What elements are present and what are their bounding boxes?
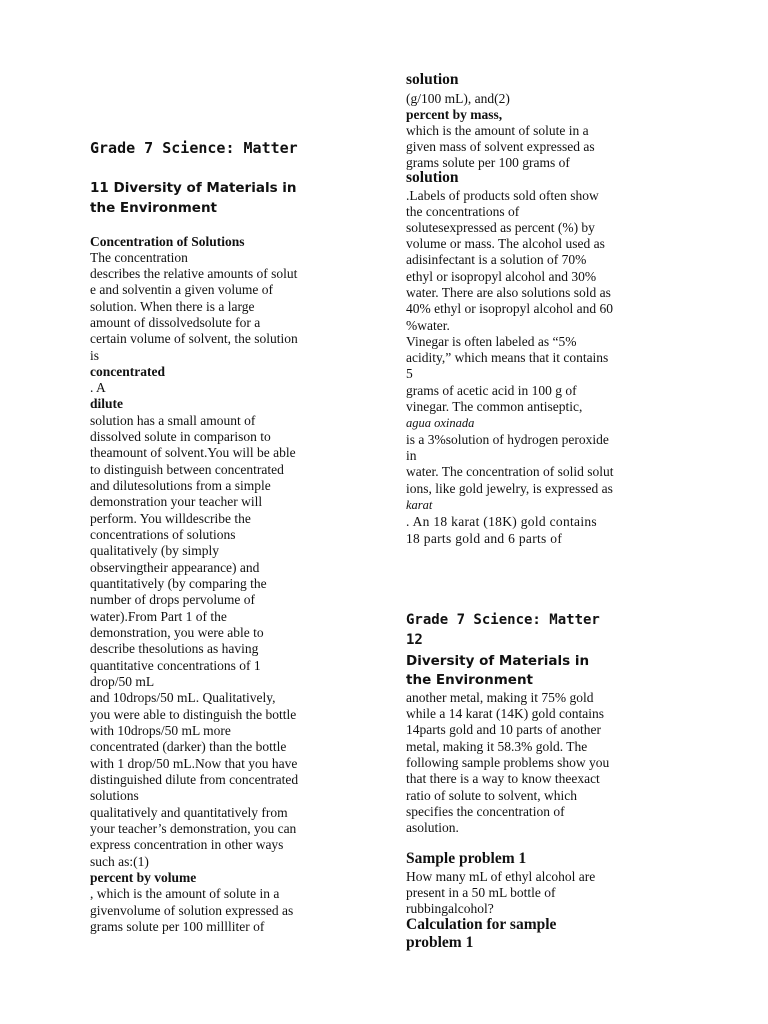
text-line: to distinguish between concentrated (90, 462, 284, 477)
section-heading: 11 Diversity of Materials in (90, 180, 297, 196)
text-line: qualitatively (by simply (90, 543, 219, 558)
text-line: , which is the amount of solute in a (90, 886, 280, 901)
text-line: ethyl or isopropyl alcohol and 30% (406, 269, 597, 284)
text-line: concentrated (darker) than the bottle (90, 739, 287, 754)
term-percent-by-volume: percent by volume (90, 870, 197, 885)
calculation-heading: Calculation for sample (406, 916, 557, 933)
text-line: . An 18 karat (18K) gold contains (406, 514, 597, 529)
text-line: metal, making it 58.3% gold. The (406, 739, 588, 754)
text-line: another metal, making it 75% gold (406, 690, 594, 705)
term-percent-by-mass: percent by mass, (406, 107, 503, 122)
text-line: (g/100 mL), and(2) (406, 91, 510, 106)
text-line: solutions (90, 788, 139, 803)
text-line: ions, like gold jewelry, is expressed as (406, 481, 613, 496)
text-line: certain volume of solvent, the solution (90, 331, 298, 346)
text-line: 18 parts gold and 6 parts of (406, 531, 563, 546)
text-line: in (406, 448, 417, 463)
subheading: Concentration of Solutions (90, 234, 245, 249)
text-line: that there is a way to know theexact (406, 771, 600, 786)
section-heading-cont: the Environment (90, 200, 218, 216)
text-line: %water. (406, 318, 450, 333)
text-line: is (90, 348, 100, 363)
text-line: givenvolume of solution expressed as (90, 903, 294, 918)
text-line: while a 14 karat (14K) gold contains (406, 706, 604, 721)
text-line: water).From Part 1 of the (90, 609, 227, 624)
text-line: observingtheir appearance) and (90, 560, 260, 575)
term-solution: solution (406, 71, 459, 88)
text-line: water. The concentration of solid solut (406, 464, 614, 479)
calculation-heading-cont: problem 1 (406, 934, 474, 951)
text-line: .Labels of products sold often show (406, 188, 599, 203)
text-line: given mass of solvent expressed as (406, 139, 595, 154)
text-line: . A (90, 380, 106, 395)
text-line: and 10drops/50 mL. Qualitatively, (90, 690, 276, 705)
text-line: which is the amount of solute in a (406, 123, 589, 138)
text-line: with 10drops/50 mL more (90, 723, 231, 738)
text-line: describe thesolutions as having (90, 641, 259, 656)
text-line: e and solventin a given volume of (90, 282, 273, 297)
page-title: Grade 7 Science: Matter (90, 139, 298, 157)
page-number: 12 (406, 632, 423, 648)
text-line: acidity,” which means that it contains (406, 350, 609, 365)
text-line: following sample problems show you (406, 755, 610, 770)
text-line: you were able to distinguish the bottle (90, 707, 297, 722)
text-line: specifies the concentration of (406, 804, 565, 819)
text-line: express concentration in other ways (90, 837, 284, 852)
text-line: dissolved solute in comparison to (90, 429, 271, 444)
section-heading-2-cont: the Environment (406, 672, 534, 688)
text-line: qualitatively and quantitatively from (90, 805, 288, 820)
text-line: water. There are also solutions sold as (406, 285, 611, 300)
text-line: 5 (406, 366, 413, 381)
text-line: rubbingalcohol? (406, 901, 494, 916)
text-line: the concentrations of (406, 204, 520, 219)
text-line: solutesexpressed as percent (%) by (406, 220, 595, 235)
text-line: The concentration (90, 250, 188, 265)
text-line: theamount of solvent.You will be able (90, 445, 296, 460)
text-line: 40% ethyl or isopropyl alcohol and 60 (406, 301, 613, 316)
text-line: drop/50 mL (90, 674, 155, 689)
text-line: quantitatively (by comparing the (90, 576, 267, 591)
text-line: ratio of solute to solvent, which (406, 788, 577, 803)
text-line: quantitative concentrations of 1 (90, 658, 261, 673)
sample-problem-heading: Sample problem 1 (406, 850, 527, 867)
text-line: solution has a small amount of (90, 413, 256, 428)
text-line: grams solute per 100 millliter of (90, 919, 265, 934)
text-line: adisinfectant is a solution of 70% (406, 252, 587, 267)
text-line: present in a 50 mL bottle of (406, 885, 556, 900)
text-line: solution. When there is a large (90, 299, 255, 314)
term-dilute: dilute (90, 396, 124, 411)
term-agua-oxinada: agua oxinada (406, 416, 475, 430)
text-line: and dilutesolutions from a simple (90, 478, 271, 493)
text-line: demonstration your teacher will (90, 494, 263, 509)
text-line: asolution. (406, 820, 459, 835)
text-line: such as:(1) (90, 854, 149, 869)
text-line: volume or mass. The alcohol used as (406, 236, 605, 251)
text-line: concentrations of solutions (90, 527, 236, 542)
term-karat: karat (406, 498, 433, 512)
text-line: describes the relative amounts of solut (90, 266, 298, 281)
text-line: with 1 drop/50 mL.Now that you have (90, 756, 298, 771)
text-line: number of drops pervolume of (90, 592, 255, 607)
text-line: your teacher’s demonstration, you can (90, 821, 297, 836)
page-title-2: Grade 7 Science: Matter (406, 612, 600, 628)
term-concentrated: concentrated (90, 364, 165, 379)
text-line: is a 3%solution of hydrogen peroxide (406, 432, 609, 447)
text-line: How many mL of ethyl alcohol are (406, 869, 596, 884)
text-line: demonstration, you were able to (90, 625, 264, 640)
text-line: 14parts gold and 10 parts of another (406, 722, 601, 737)
text-line: grams solute per 100 grams of (406, 155, 570, 170)
text-line: grams of acetic acid in 100 g of (406, 383, 577, 398)
text-line: distinguished dilute from concentrated (90, 772, 299, 787)
text-line: vinegar. The common antiseptic, (406, 399, 583, 414)
text-line: amount of dissolvedsolute for a (90, 315, 261, 330)
section-heading-2: Diversity of Materials in (406, 653, 590, 669)
text-line: perform. You willdescribe the (90, 511, 251, 526)
term-solution: solution (406, 169, 459, 186)
text-line: Vinegar is often labeled as “5% (406, 334, 577, 349)
